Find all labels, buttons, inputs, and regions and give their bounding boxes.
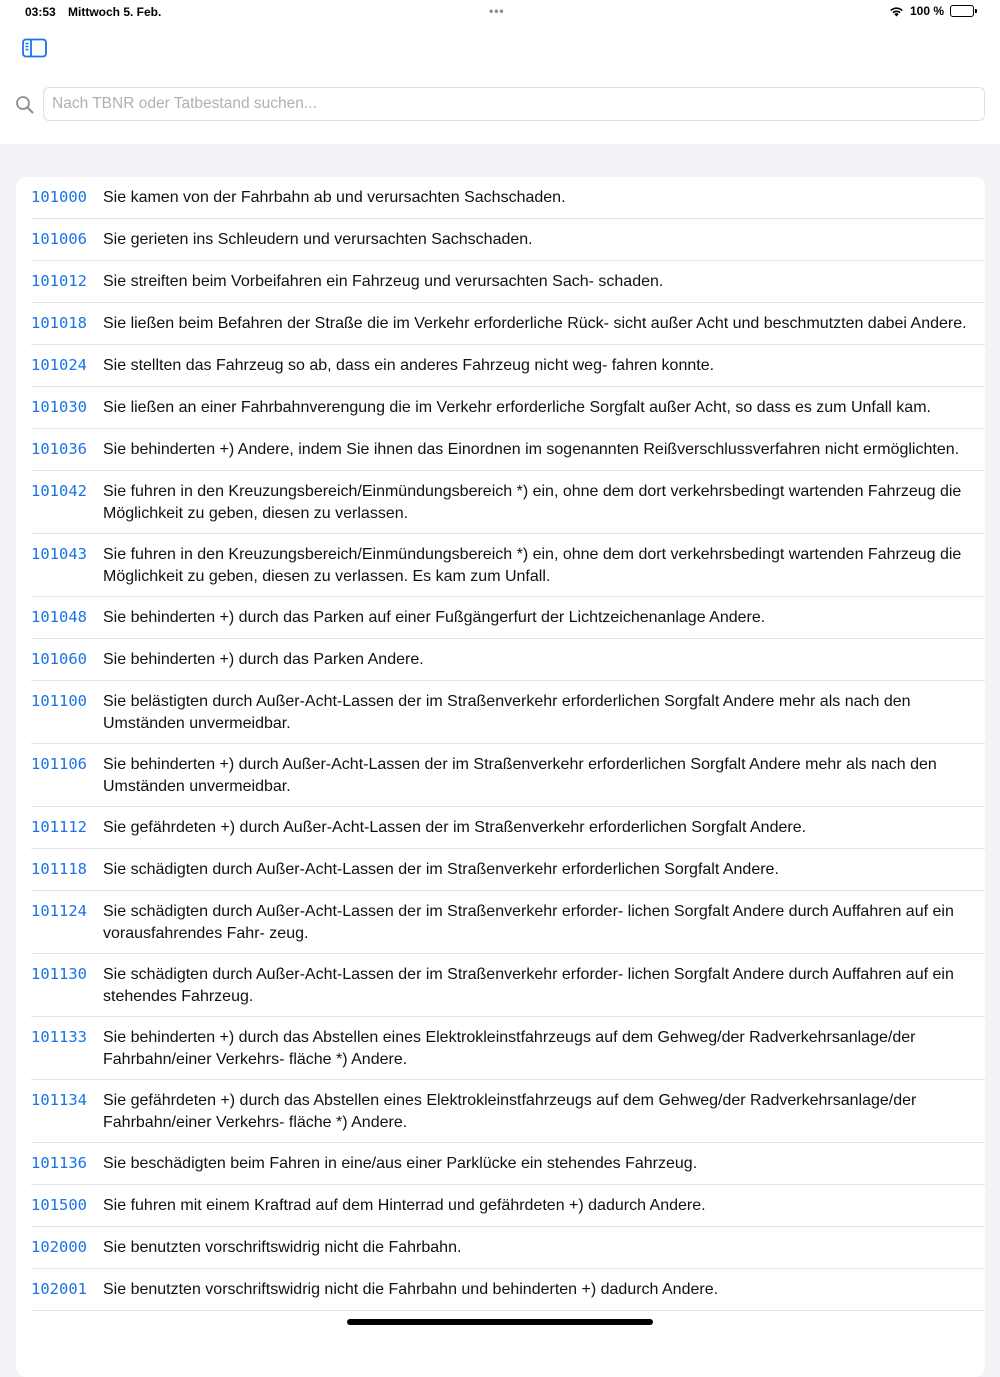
wifi-icon — [889, 5, 904, 17]
list-item[interactable] — [16, 1227, 985, 1269]
sidebar-icon — [22, 38, 48, 58]
tbnr-code[interactable]: 101136 — [31, 1154, 87, 1172]
tbnr-code[interactable]: 101048 — [31, 608, 87, 626]
tbnr-code[interactable]: 101500 — [31, 1196, 87, 1214]
list-item[interactable] — [16, 1143, 985, 1185]
list-item[interactable] — [16, 1269, 985, 1311]
tatbestand-text: Sie ließen beim Befahren der Straße die im Verkehr erforderliche Rück- sicht außer Acht und beschmutzten dabei Andere. — [103, 315, 967, 332]
tatbestand-text: Sie fuhren in den Kreuzungsbereich/Einmündungsbereich *) ein, ohne dem dort verkehrsbedingt wartenden Fahrzeug die Möglichkeit zu geben, diesen zu verlassen. Es kam zum Unfall. — [103, 546, 962, 585]
list-item[interactable] — [16, 1017, 985, 1080]
list-item[interactable] — [16, 597, 985, 639]
tatbestand-text: Sie schädigten durch Außer-Acht-Lassen der im Straßenverkehr erforder- lichen Sorgfalt Andere durch Auffahren auf ein vorausfahrendes Fahr- zeug. — [103, 903, 954, 942]
list-item[interactable] — [16, 639, 985, 681]
tbnr-code[interactable]: 101030 — [31, 398, 87, 416]
home-indicator[interactable] — [347, 1319, 653, 1325]
tatbestand-text: Sie ließen an einer Fahrbahnverengung die im Verkehr erforderliche Sorgfalt außer Acht, so dass es zum Unfall kam. — [103, 399, 931, 416]
sidebar-toggle-button[interactable] — [22, 38, 48, 58]
tatbestand-text: Sie stellten das Fahrzeug so ab, dass ein anderes Fahrzeug nicht weg- fahren konnte. — [103, 357, 715, 374]
tatbestand-text: Sie behinderten +) durch das Abstellen eines Elektrokleinstfahrzeugs auf dem Gehweg/der Radverkehrsanlage/der Fahrbahn/einer Verkehrs- fläche *) Andere. — [103, 1029, 916, 1068]
list-item[interactable] — [16, 345, 985, 387]
tatbestand-text: Sie behinderten +) durch das Parken Andere. — [103, 651, 424, 668]
tbnr-code[interactable]: 101042 — [31, 482, 87, 500]
multitasking-dots[interactable]: ••• — [489, 4, 505, 18]
list-item[interactable] — [16, 1185, 985, 1227]
tatbestand-text: Sie kamen von der Fahrbahn ab und verursachten Sachschaden. — [103, 189, 566, 206]
search-input[interactable] — [43, 87, 985, 121]
tatbestand-text: Sie behinderten +) durch das Parken auf einer Fußgängerfurt der Lichtzeichenanlage Andere. — [103, 609, 766, 626]
search-icon — [15, 95, 35, 115]
tbnr-code[interactable]: 101060 — [31, 650, 87, 668]
tatbestand-text: Sie schädigten durch Außer-Acht-Lassen der im Straßenverkehr erforderlichen Sorgfalt Andere. — [103, 861, 779, 878]
tbnr-code[interactable]: 102001 — [31, 1280, 87, 1298]
battery-percent: 100 % — [909, 4, 944, 18]
tbnr-code[interactable]: 101124 — [31, 902, 87, 920]
tatbestand-list — [16, 177, 985, 1377]
status-right — [889, 4, 974, 18]
tatbestand-text: Sie schädigten durch Außer-Acht-Lassen der im Straßenverkehr erforder- lichen Sorgfalt Andere durch Auffahren auf ein stehendes Fahrzeug. — [103, 966, 954, 1005]
list-item[interactable] — [16, 471, 985, 534]
tatbestand-text: Sie fuhren mit einem Kraftrad auf dem Hinterrad und gefährdeten +) dadurch Andere. — [103, 1197, 706, 1214]
tbnr-code[interactable]: 101112 — [31, 818, 87, 836]
status-bar — [0, 0, 1000, 24]
list-item[interactable] — [16, 954, 985, 1017]
tatbestand-text: Sie behinderten +) durch Außer-Acht-Lassen der im Straßenverkehr erforderlichen Sorgfalt Andere mehr als nach den Umständen unvermeidbar. — [103, 756, 937, 795]
list-item[interactable] — [16, 261, 985, 303]
battery-icon — [950, 5, 974, 17]
tatbestand-text: Sie benutzten vorschriftswidrig nicht die Fahrbahn und behinderten +) dadurch Andere. — [103, 1281, 719, 1298]
tbnr-code[interactable]: 102000 — [31, 1238, 87, 1256]
tatbestand-text: Sie gefährdeten +) durch das Abstellen eines Elektrokleinstfahrzeugs auf dem Gehweg/der Radverkehrsanlage/der Fahrbahn/einer Verkehrs- fläche *) Andere. — [103, 1092, 917, 1131]
tatbestand-text: Sie gerieten ins Schleudern und verursachten Sachschaden. — [103, 231, 533, 248]
list-item[interactable] — [16, 177, 985, 219]
search-bar — [15, 87, 985, 121]
list-item[interactable] — [16, 429, 985, 471]
tatbestand-text: Sie gefährdeten +) durch Außer-Acht-Lassen der im Straßenverkehr erforderlichen Sorgfalt Andere. — [103, 819, 807, 836]
tbnr-code[interactable]: 101130 — [31, 965, 87, 983]
list-item[interactable] — [16, 891, 985, 954]
tbnr-code[interactable]: 101024 — [31, 356, 87, 374]
status-date: Mittwoch 5. Feb. — [68, 5, 162, 19]
list-item[interactable] — [16, 303, 985, 345]
top-bar — [0, 0, 1000, 144]
tatbestand-text: Sie benutzten vorschriftswidrig nicht die Fahrbahn. — [103, 1239, 462, 1256]
tbnr-code[interactable]: 101036 — [31, 440, 87, 458]
tbnr-code[interactable]: 101006 — [31, 230, 87, 248]
list-item[interactable] — [16, 534, 985, 597]
tbnr-code[interactable]: 101100 — [31, 692, 87, 710]
list-item[interactable] — [16, 681, 985, 744]
tatbestand-text: Sie behinderten +) Andere, indem Sie ihnen das Einordnen im sogenannten Reißverschlussverfahren nicht ermöglichten. — [103, 441, 960, 458]
tbnr-code[interactable]: 101012 — [31, 272, 87, 290]
tatbestand-text: Sie beschädigten beim Fahren in eine/aus einer Parklücke ein stehendes Fahrzeug. — [103, 1155, 698, 1172]
list-item[interactable] — [16, 1080, 985, 1143]
tbnr-code[interactable]: 101106 — [31, 755, 87, 773]
tbnr-code[interactable]: 101000 — [31, 188, 87, 206]
list-item[interactable] — [16, 849, 985, 891]
list-item[interactable] — [16, 744, 985, 807]
tbnr-code[interactable]: 101118 — [31, 860, 87, 878]
tbnr-code[interactable]: 101134 — [31, 1091, 87, 1109]
list-item[interactable] — [16, 807, 985, 849]
tbnr-code[interactable]: 101043 — [31, 545, 87, 563]
status-time: 03:53 — [25, 5, 56, 19]
tbnr-code[interactable]: 101133 — [31, 1028, 87, 1046]
tatbestand-text: Sie belästigten durch Außer-Acht-Lassen der im Straßenverkehr erforderlichen Sorgfalt Andere mehr als nach den Umständen unvermeidbar. — [103, 693, 911, 732]
list-item[interactable] — [16, 387, 985, 429]
tatbestand-text: Sie fuhren in den Kreuzungsbereich/Einmündungsbereich *) ein, ohne dem dort verkehrsbedingt wartenden Fahrzeug die Möglichkeit zu geben, diesen zu verlassen. — [103, 483, 962, 522]
tatbestand-text: Sie streiften beim Vorbeifahren ein Fahrzeug und verursachten Sach- schaden. — [103, 273, 664, 290]
tbnr-code[interactable]: 101018 — [31, 314, 87, 332]
list-item[interactable] — [16, 219, 985, 261]
